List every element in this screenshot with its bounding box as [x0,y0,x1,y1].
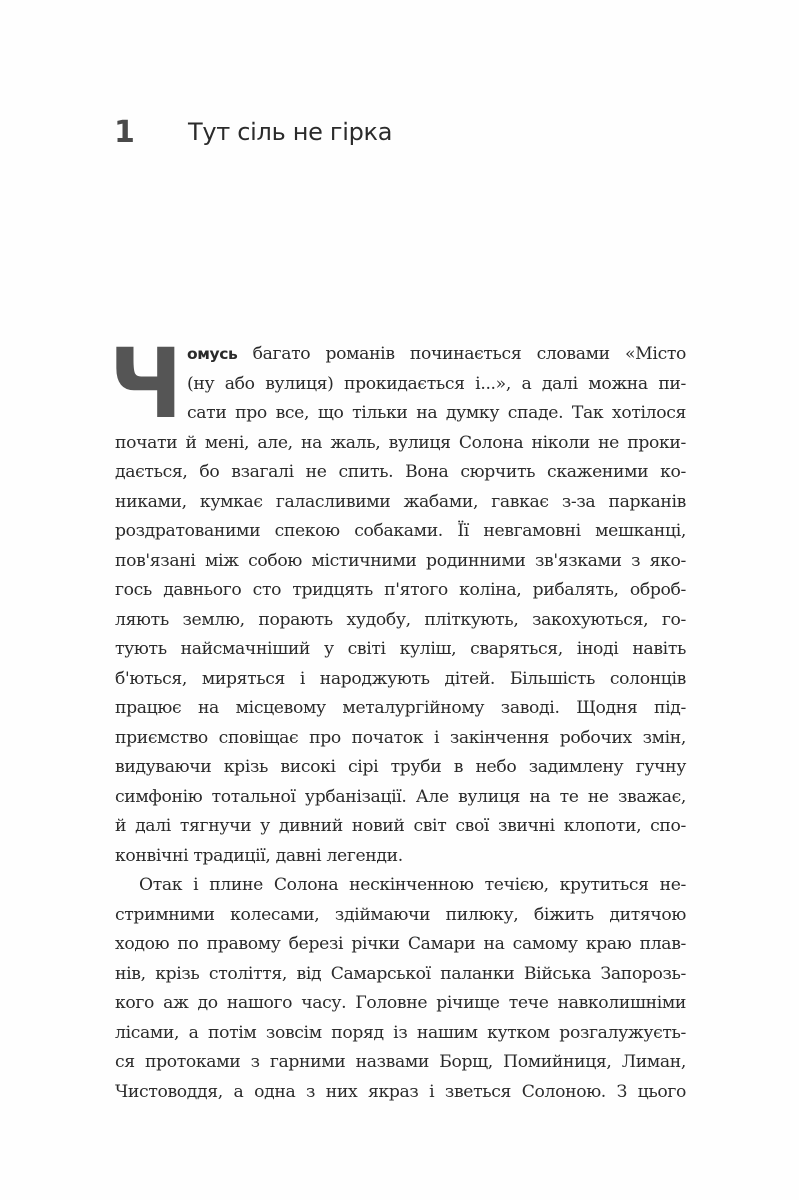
text-line: сати про все, що тільки на думку спаде. Так хотілося [187,403,686,423]
chapter-number: 1 [114,114,135,150]
text-line: стримними колесами, здіймаючи пилюку, біжить дитячою [115,904,686,925]
text-line: Отак і плине Солона нескінченною течією, крутиться не- [139,875,686,895]
text-line: почати й мені, але, на жаль, вулиця Солона ніколи не проки- [115,432,686,453]
text-line: конвічні традиції, давні легенди. [115,845,403,866]
text-line: видуваючи крізь високі сірі труби в небо задимлену гучну [115,757,686,777]
drop-cap: Ч [109,328,183,440]
text-line: ляють землю, порають худобу, пліткують, закохуються, го- [115,609,686,630]
text-line: б'ються, миряться і народжують дітей. Більшість солонців [115,668,686,689]
text-line: лісами, а потім зовсім поряд із нашим кутком розгалужуєть- [115,1022,686,1043]
text-line: тують найсмачніший у світі куліш, сваряться, іноді навіть [115,639,686,659]
text-line: гось давнього сто тридцять п'ятого коліна, рибалять, оброб- [115,580,686,600]
text-line: пов'язані між собою містичними родинними зв'язками з яко- [115,550,686,571]
text-line: кого аж до нашого часу. Головне річище тече навколишніми [115,993,686,1013]
text-line: приємство сповіщає про початок і закінчення робочих змін, [115,727,686,748]
text-line: дається, бо взагалі не спить. Вона сюрчить скаженими ко- [115,462,686,482]
text-line: ся протоками з гарними назвами Борщ, Помийниця, Лиман, [115,1052,686,1072]
line-text: багато романів починається словами «Місто [237,344,686,364]
text-line [115,340,686,370]
text-line: нів, крізь століття, від Самарської паланки Війська Запорозь- [115,963,686,984]
paragraph-2 [115,871,686,1107]
text-line: й далі тягнучи у дивний новий світ свої звичні клопоти, спо- [115,816,686,836]
lead-in-word: омусь [187,345,238,363]
text-line: никами, кумкає галасливими жабами, гавкає з-за парканів [115,491,686,512]
text-line: симфонію тотальної урбанізації. Але вулиця на те не зважає, [115,786,686,807]
chapter-title: Тут сіль не гірка [188,118,393,146]
text-line: роздратованими спекою собаками. Її невгамовні мешканці, [115,521,686,541]
text-line: (ну або вулиця) прокидається і...», а далі можна пи- [187,373,686,394]
text-line: працює на місцевому металургійному заводі. Щодня під- [115,698,686,718]
chapter-body [109,328,686,1107]
paragraph-1 [115,340,686,871]
text-line: Чистоводдя, а одна з них якраз і зветься Солоною. З цього [115,1081,686,1102]
text-line: ходою по правому березі річки Самари на самому краю плав- [115,934,686,954]
chapter-heading [114,112,392,152]
